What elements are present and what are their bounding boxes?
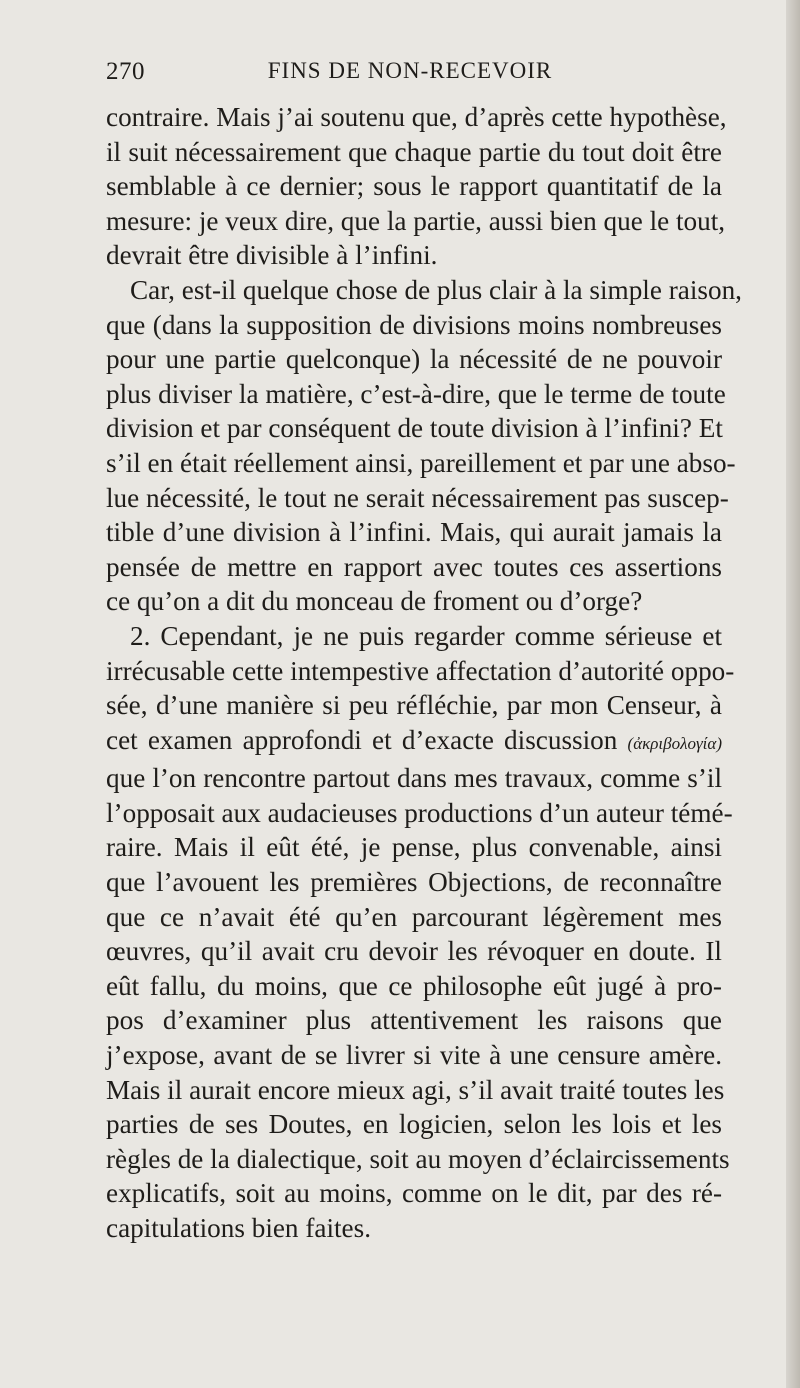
text-line: que l’avouent les premières Objections, de reconnaître	[106, 867, 722, 898]
text-line: règles de la dialectique, soit au moyen d’éclaircissements	[106, 1143, 730, 1174]
text-line: œuvres, qu’il avait cru devoir les révoquer en doute. Il	[106, 936, 722, 967]
text-line: il suit nécessairement que chaque partie du tout doit être	[106, 136, 722, 167]
body-text	[106, 100, 742, 1246]
text-line: que ce n’avait été qu’en parcourant légèrement mes	[106, 901, 722, 932]
text-line-with-greek	[106, 723, 722, 762]
text-line: s’il en était réellement ainsi, pareillement et par une abso-	[106, 447, 736, 478]
text-line: irrécusable cette intempestive affectation d’autorité oppo-	[106, 655, 735, 686]
text-line: 2. Cependant, je ne puis regarder comme sérieuse et	[130, 620, 722, 651]
greek-term: (ἀκριβολογία)	[627, 733, 722, 753]
text-line: explicatifs, soit au moins, comme on le dit, par des ré-	[106, 1178, 722, 1209]
text-line: parties de ses Doutes, en logicien, selon les lois et les	[106, 1109, 722, 1140]
page-header-title: FINS DE NON-RECEVOIR	[267, 58, 553, 83]
text-line: pour une partie quelconque) la nécessité de ne pouvoir	[106, 344, 722, 375]
text-line: division et par conséquent de toute division à l’infini? Et	[106, 413, 723, 444]
text-line: ce qu’on a dit du monceau de froment ou d’orge?	[106, 586, 643, 617]
text-line: capitulations bien faites.	[106, 1213, 371, 1243]
text-line: semblable à ce dernier; sous le rapport quantitatif de la	[106, 171, 722, 202]
text-line: tible d’une division à l’infini. Mais, qui aurait jamais la	[106, 517, 722, 548]
text-line: contraire. Mais j’ai soutenu que, d’après cette hypothèse,	[106, 102, 727, 132]
text-line: l’opposait aux audacieuses productions d’un auteur témé-	[106, 797, 733, 828]
text-line: Mais il aurait encore mieux agi, s’il avait traité toutes les	[106, 1074, 725, 1105]
text-line: pos d’examiner plus attentivement les raisons que	[106, 1005, 722, 1036]
text-line: Car, est-il quelque chose de plus clair à la simple raison,	[130, 274, 742, 305]
text-line-part: cet examen approfondi et d’exacte discussion	[106, 724, 618, 755]
text-line: que (dans la supposition de divisions moins nombreuses	[106, 309, 722, 340]
text-line: devrait être divisible à l’infini.	[106, 240, 438, 271]
text-line: j’expose, avant de se livrer si vite à une censure amère.	[106, 1040, 722, 1071]
text-line: sée, d’une manière si peu réfléchie, par mon Censeur, à	[106, 690, 722, 721]
text-line: raire. Mais il eût été, je pense, plus convenable, ainsi	[106, 832, 722, 863]
text-line: lue nécessité, le tout ne serait nécessairement pas suscep-	[106, 482, 729, 513]
page-number: 270	[106, 58, 145, 85]
text-line: eût fallu, du moins, que ce philosophe eût jugé à pro-	[106, 970, 722, 1001]
text-line: plus diviser la matière, c’est-à-dire, que le terme de toute	[106, 378, 726, 409]
text-line: mesure: je veux dire, que la partie, aussi bien que le tout,	[106, 205, 726, 236]
text-line: pensée de mettre en rapport avec toutes ces assertions	[106, 551, 722, 582]
text-line: que l’on rencontre partout dans mes travaux, comme s’il	[106, 763, 722, 794]
page-edge	[786, 0, 800, 1388]
running-head	[106, 58, 714, 92]
